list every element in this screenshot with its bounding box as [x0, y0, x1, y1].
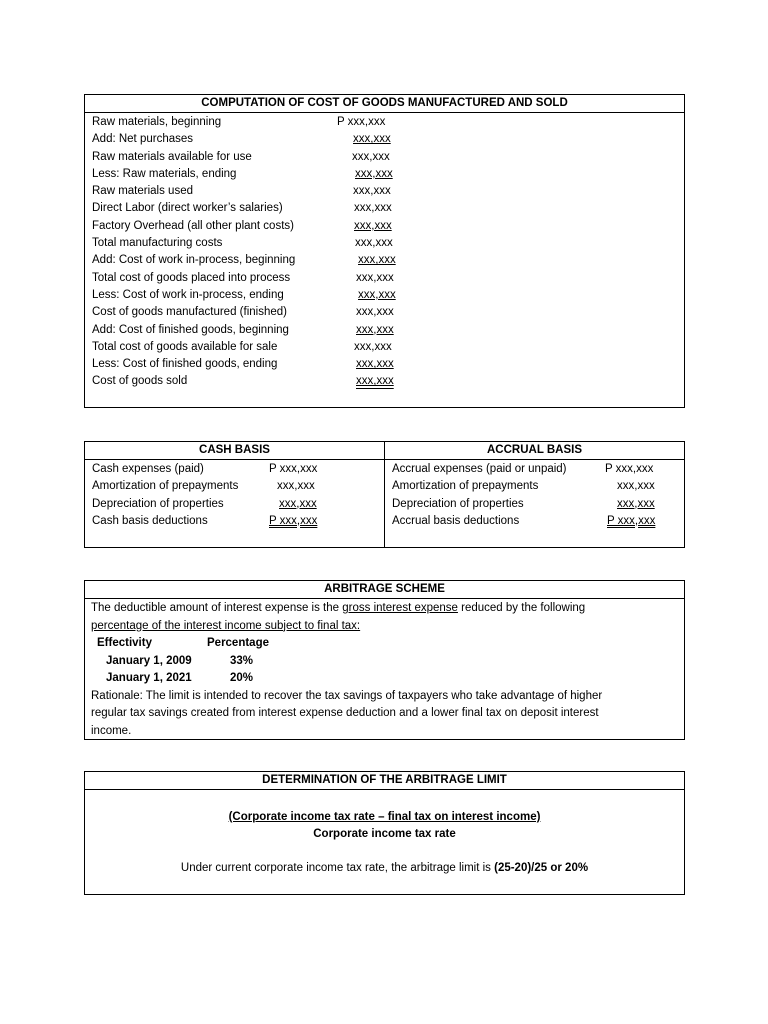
rate-row	[91, 670, 678, 688]
cash-basis-column	[85, 442, 385, 547]
row-label: Depreciation of properties	[92, 497, 224, 510]
percentage-header: Percentage	[207, 637, 270, 649]
row-amount: xxx,xxx	[356, 358, 394, 371]
cash-row	[85, 478, 384, 495]
row-label: Factory Overhead (all other plant costs)	[92, 219, 294, 232]
cogm-row	[85, 149, 684, 166]
limit-sentence-text: Under current corporate income tax rate, the arbitrage limit is	[180, 862, 495, 874]
arbitrage-intro-line2: percentage of the interest income subject to final tax:	[91, 619, 361, 632]
row-label: Depreciation of properties	[392, 497, 524, 510]
row-label: Total manufacturing costs	[92, 237, 223, 250]
effectivity-header: Effectivity	[97, 637, 152, 649]
arbitrage-intro	[91, 600, 678, 618]
rate-row	[91, 653, 678, 671]
arbitrage-scheme-title: ARBITRAGE SCHEME	[85, 581, 684, 599]
basis-comparison-table	[84, 441, 685, 548]
row-label: Accrual basis deductions	[392, 514, 520, 527]
row-label: Raw materials used	[92, 185, 193, 198]
row-label: Amortization of prepayments	[92, 480, 239, 493]
cash-row	[85, 496, 384, 513]
row-label: Amortization of prepayments	[392, 480, 539, 493]
row-label: Cost of goods manufactured (finished)	[92, 306, 287, 319]
row-amount: xxx,xxx	[355, 167, 393, 180]
row-label: Less: Cost of finished goods, ending	[92, 358, 278, 371]
cogm-title: COMPUTATION OF COST OF GOODS MANUFACTURED AND SOLD	[85, 95, 684, 113]
formula-denominator: Corporate income tax rate	[313, 828, 456, 840]
row-amount: xxx,xxx	[356, 323, 394, 336]
row-amount: P xxx,xxx	[269, 514, 318, 527]
rate-pct: 20%	[230, 672, 254, 684]
row-label: Direct Labor (direct worker’s salaries)	[92, 202, 283, 215]
cogm-row	[85, 200, 684, 217]
limit-result: (25-20)/25 or 20%	[494, 862, 589, 874]
cogm-table	[84, 94, 685, 408]
row-amount: xxx,xxx	[279, 497, 317, 510]
accrual-basis-title: ACCRUAL BASIS	[385, 442, 684, 460]
accrual-row	[385, 513, 684, 530]
row-label: Raw materials available for use	[92, 150, 252, 163]
cogm-row	[85, 270, 684, 287]
row-label: Add: Cost of finished goods, beginning	[92, 323, 289, 336]
rate-date: January 1, 2021	[106, 672, 192, 684]
row-amount: xxx,xxx	[355, 237, 393, 250]
row-amount: P xxx,xxx	[269, 463, 318, 475]
accrual-row	[385, 461, 684, 478]
arbitrage-limit-box	[84, 771, 685, 895]
cogm-row	[85, 304, 684, 321]
gross-interest-expense-term: gross interest expense	[342, 602, 458, 614]
cogm-row	[85, 322, 684, 339]
arbitrage-limit-title: DETERMINATION OF THE ARBITRAGE LIMIT	[85, 772, 684, 790]
row-amount: P xxx,xxx	[607, 514, 656, 527]
intro-text: The deductible amount of interest expense is the	[91, 602, 343, 614]
cash-basis-title: CASH BASIS	[85, 442, 384, 460]
accrual-row	[385, 496, 684, 513]
cash-row	[85, 461, 384, 478]
rationale-line: regular tax savings created from interest expense deduction and a lower final tax on deposit interest	[91, 707, 599, 719]
cogm-row	[85, 339, 684, 356]
row-label: Cash expenses (paid)	[92, 463, 204, 475]
row-label: Less: Raw materials, ending	[92, 167, 237, 180]
cogm-row	[85, 235, 684, 252]
row-amount: xxx,xxx	[358, 288, 396, 301]
row-amount: xxx,xxx	[617, 497, 655, 510]
row-amount: P xxx,xxx	[605, 463, 654, 475]
row-label: Accrual expenses (paid or unpaid)	[392, 463, 567, 475]
cogm-row	[85, 114, 684, 131]
row-amount: xxx,xxx	[354, 340, 392, 353]
row-amount: xxx,xxx	[352, 150, 390, 163]
row-amount: xxx,xxx	[353, 133, 391, 146]
cogm-row	[85, 373, 684, 390]
row-label: Raw materials, beginning	[92, 116, 222, 128]
row-amount: xxx,xxx	[354, 202, 392, 215]
row-amount: xxx,xxx	[617, 480, 655, 493]
cogm-row	[85, 356, 684, 373]
row-amount: xxx,xxx	[354, 219, 392, 232]
cogm-row	[85, 183, 684, 200]
row-label: Cash basis deductions	[92, 514, 208, 527]
rate-pct: 33%	[230, 654, 254, 667]
row-amount: xxx,xxx	[358, 254, 396, 267]
row-amount: xxx,xxx	[356, 375, 394, 388]
intro-text-end: reduced by the following	[457, 602, 586, 614]
rate-date: January 1, 2009	[106, 654, 192, 667]
row-amount: xxx,xxx	[356, 306, 394, 319]
cogm-row	[85, 166, 684, 183]
arbitrage-scheme-box	[84, 580, 685, 740]
row-label: Less: Cost of work in-process, ending	[92, 288, 284, 301]
rationale-line: income.	[91, 724, 132, 737]
cash-row	[85, 513, 384, 530]
row-amount: xxx,xxx	[353, 185, 391, 198]
row-amount: xxx,xxx	[277, 480, 315, 493]
cogm-row	[85, 131, 684, 148]
rates-header	[91, 635, 678, 653]
row-label: Add: Cost of work in-process, beginning	[92, 254, 296, 267]
formula-numerator: (Corporate income tax rate – final tax on interest income)	[228, 811, 541, 823]
limit-sentence	[85, 860, 684, 877]
cogm-row	[85, 287, 684, 304]
cogm-row	[85, 252, 684, 269]
row-amount: P xxx,xxx	[337, 116, 386, 128]
cogm-row	[85, 218, 684, 235]
row-label: Total cost of goods available for sale	[92, 340, 278, 353]
accrual-row	[385, 478, 684, 495]
row-label: Total cost of goods placed into process	[92, 271, 291, 284]
row-amount: xxx,xxx	[356, 271, 394, 284]
accrual-basis-column	[385, 442, 684, 547]
row-label: Cost of goods sold	[92, 375, 188, 388]
row-label: Add: Net purchases	[92, 133, 194, 146]
rationale-line: Rationale: The limit is intended to recover the tax savings of taxpayers who take advantage of higher	[91, 689, 603, 702]
